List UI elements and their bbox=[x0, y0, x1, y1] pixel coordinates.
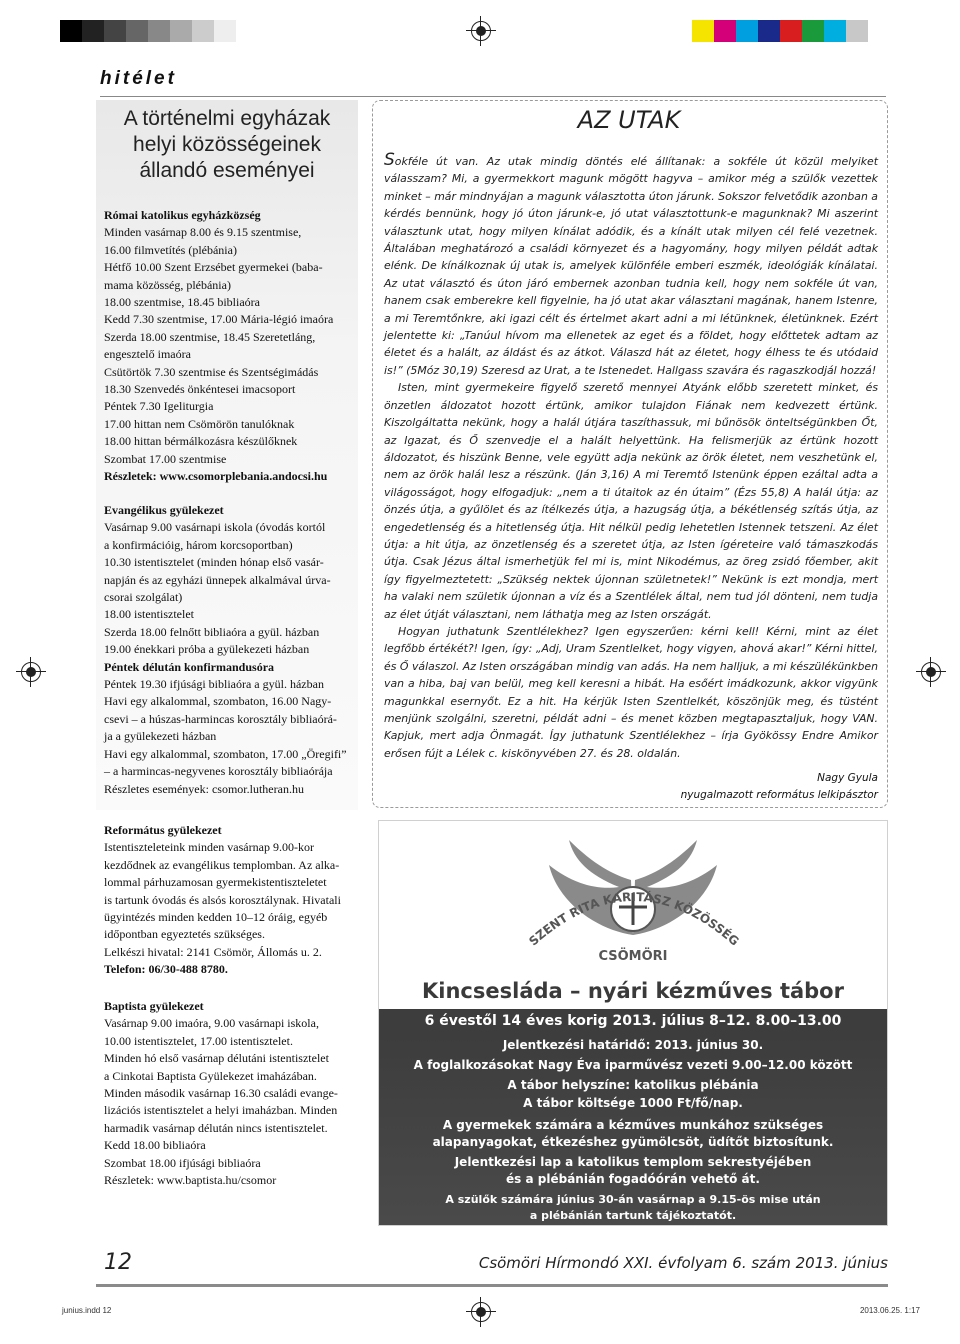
article-body bbox=[384, 152, 878, 762]
article-signature: Nagy Gyula nyugalmazott református lelkipásztor bbox=[680, 772, 878, 801]
left-column-title: A történelmi egyházak helyi közösségeinek állandó eseményei bbox=[123, 107, 331, 182]
reformed-schedule: Református gyülekezet Istentiszteleteink minden vasárnap 9.00-kor kezdődnek az evangélikus templomban. Az alka- lommal párhuzamosan gyermekistentiszteletet is tartunk óvodás és alsós korosztálynak. Hivatali ügyintézés minden kedden 10–12 óráig, egyéb időpontban egyeztetés szükséges. Lelkészi hivatal: 2141 Csömör, Állomás u. 2. Telefon: 06/30-488 8780. bbox=[104, 823, 341, 977]
article-paragraph: Isten, mint gyermekeire figyelő szerető mennyei Atyánk előbb szeretett minket, és önzetlen áldozatot hozott értünk, amikor tulajdon Fiának nem kedvezett értünk. Kiszolgáltatta nekünk, hogy a halál útjára taszíthassuk, mi bűnösök önteltségünkben Őt, az Igazat, és Ő szenvedje el a halált helyettünk. Ha felismerjük az értünk hozott áldozatot, és hiszünk Benne, vele együtt adja nekünk az örök életet, nem veszhetünk el, nem az örök halál lesz a részünk. (Ján 3,16) A mi Teremtő Istenünk éppen ezáltal adta a világosságot, hogy elfogadjuk: „nem a ti útaitok az én útaim” (Ézs 55,8) A halál útja: az önzés útja, a gyűlölet és az ítélkezés útja, a hazugság útja, a békétlenség szítás útja, az engedetlenség és a hitetlenség útja. Hit nélkül pedig lehetetlen Istennek tetszeni. Az élet útja: a hit útja, az önzetlenség és a szeretet útja, az Isten ígéreteire való támaszkodás útja. Csak Jézus által ismerhetjük fel mi is, mint Nikodémus, az öreg zsidó főember, akit így figyelmeztetett: „Szükség nektek újonnan születnetek!” Nekünk is ezt mondja, mert ha valaki nem születik újonnan a víz és a Szentlélek által, nem tud jól dönteni, nem tudja az élet útját választani, nem láthatja meg az Isten országát. bbox=[384, 381, 878, 621]
section-title: hitélet bbox=[100, 68, 177, 89]
article-paragraph: Hogyan juthatunk Szentlélekhez? Igen egyszerűen: kérni kell! Kérni, mint az élet legfőbb értékét?! Igen, így: „Adj, Uram Szentlelket, hogy vigyen, ahová akar!” Kérni hittel, és Ő válaszol. Az Isten országában mindig van adás. Ha nem halljuk, a mi készülékünkben van a hiba, baj van belül, meg kell keresni a hibát. Ha esőért imádkozunk, akkor vigyünk magunkkal esernyőt. Ez a hit. Ha kérjük Isten Szentlelkét, köszönjük meg, és tüstént menjünk szolgálni, szeretni, példát adni – és menet közben megtapasztaljuk, hogy VAN. Kapjuk, mert adja Önmagát. Így juthatunk Szentlélekhez – írja Gyökössy Endre Amikor erősen fújt a Lélek c. kiskönyvében 27. és 28. oldalán. bbox=[384, 624, 878, 760]
baptist-schedule: Baptista gyülekezet Vasárnap 9.00 imaóra, 9.00 vasárnapi iskola, 10.00 istentisztelet, 17.00 istentisztelet. Minden hó első vasárnap délutáni istentisztelet a Cinkotai Baptista Gyülekezet imaházában. Minden második vasárnap 16.30 családi evange- lizációs istentisztelet a helyi imaházban. Minden harmadik vasárnap délután nincs istentisztelet. Kedd 18.00 bibliaóra Szombat 18.00 ifjúsági bibliaóra Részletek: www.baptista.hu/csomor bbox=[104, 999, 338, 1188]
header-divider bbox=[100, 96, 886, 97]
article-paragraph: Sokféle út van. Az utak mindig döntés elé állítanak: a sokféle út közül melyiket válasszam? Mi, a gyermekkort magunk mögött hagyva – amikor még a szülők vezettek minket – már mindnyájan a magunk választotta úton járunk. Sokszor felvetődik azonban a kérdés bennünk, hogy jó úton járunk-e, jó utat választottunk-e magunknak? Mi aszerint választunk utat, hogy milyen kínálat adódik, és a kínált utak milyen cél felé vezetnek. Általában meghatározó a családi környezet és a hagyomány, hogy milyen példát adtak elénk. De kínálkoznak új utak is, amelyek különféle emberi eszmék, ideológiák kínálatai. Az utat választó és úton járó embernek azonban tudnia kell, hogy nem sokféle út van, hanem csak emberekre kell figyelnie, ha jó utat akar választani magának, hanem Istenre, a mi Teremtőnkre, aki igazi célt és értelmet akart adni a mi létünknek, életünknek. Ezért jelentette ki: „Tanúul hívom ma ellenetek az eget és a földet, hogy előttetek adtam az életet és a halált, az áldást és az átkot. Válaszd hát az életet, hogy élhess te és utódaid is!” (5Móz 30,19) Szeresd az Urat, a te Istenedet. Hallgass szavára és ragaszkodjál hozzá! bbox=[384, 150, 878, 377]
poster-logo-text: CSÖMÖRI bbox=[598, 949, 668, 964]
lutheran-schedule: Evangélikus gyülekezet Vasárnap 9.00 vasárnapi iskola (óvodás kortól a konfirmációig, három korcsoportban) 10.30 istentisztelet (minden hónap első vasár- napján és az egyházi ünnepek alkalmával úrva- csorai szolgálat) 18.00 istentisztelet Szerda 18.00 felnőtt bibliaóra a gyül. házban 19.00 énekkari próba a gyülekezeti házban Péntek délután konfirmandusóra Péntek 19.30 ifjúsági bibliaóra a gyül. házban Havi egy alkalommal, szombaton, 16.00 Nagy- csevi – a húszas-harmincas korosztály bibliaórá- ja a gyülekezeti házban Havi egy alkalommal, szombaton, 17.00 „Öregifi” – a harmincas-negyvenes korosztály bibliaórája Részletes események: csomor.lutheran.hu bbox=[104, 503, 347, 796]
page-number: 12 bbox=[104, 1250, 132, 1275]
slug-timestamp: 2013.06.25. 1:17 bbox=[859, 1306, 920, 1315]
poster-title: Kincsesláda – nyári kézműves tábor bbox=[422, 979, 844, 1003]
poster-line: A gyermekek számára a kézműves munkához szükséges bbox=[442, 1118, 824, 1132]
poster-line: Jelentkezési lap a katolikus templom sekrestyéjében bbox=[454, 1155, 812, 1169]
footer-divider bbox=[96, 1284, 888, 1287]
catholic-schedule: Római katolikus egyházközség Minden vasárnap 8.00 és 9.15 szentmise, 16.00 filmvetítés (plébánia) Hétfő 10.00 Szent Erzsébet gyermekei (baba- mama közösség, plébánia) 18.00 szentmise, 18.45 bibliaóra Kedd 7.30 szentmise, 17.00 Mária-légió imaóra Szerda 18.00 szentmise, 18.45 Szeretetláng, engesztelő imaóra Csütörtök 7.30 szentmise és Szentségimádás 18.30 Szenvedés önkéntesei imacsoport Péntek 7.30 Igeliturgia 17.00 hittan nem Csömörön tanulóknak 18.00 hittan bérmálkozásra készülőknek Szombat 17.00 szentmise Részletek: www.csomorplebania.andocsi.hu bbox=[104, 208, 334, 484]
publication-title: Csömöri Hírmondó XXI. évfolyam 6. szám 2013. június bbox=[478, 1254, 888, 1272]
poster-line: A foglalkozásokat Nagy Éva iparművész vezeti 9.00–12.00 között bbox=[413, 1058, 853, 1072]
camp-poster bbox=[378, 820, 888, 1226]
poster-line: alapanyagokat, étkezéshez gyümölcsöt, üdítőt biztosítunk. bbox=[432, 1135, 834, 1149]
poster-line: a plébánián tartunk tájékoztatót. bbox=[529, 1209, 737, 1222]
registration-mark-icon bbox=[471, 1302, 491, 1322]
poster-line: A szülők számára június 30-án vasárnap a 9.15-ös mise után bbox=[445, 1193, 821, 1206]
poster-line: A tábor helyszíne: katolikus plébánia bbox=[507, 1078, 759, 1092]
slug-filename: junius.indd 12 bbox=[62, 1306, 112, 1315]
poster-line: A tábor költsége 1000 Ft/fő/nap. bbox=[523, 1096, 743, 1110]
color-calibration-bar bbox=[60, 20, 258, 42]
registration-mark-icon bbox=[471, 21, 491, 41]
registration-mark-icon bbox=[921, 662, 941, 682]
svg-text:SZENT RITA KARITÁSZ KÖZÖSSÉG: SZENT RITA KARITÁSZ KÖZÖSSÉG bbox=[526, 889, 742, 949]
poster-line: és a plébánián fogadóórán vehető át. bbox=[506, 1172, 760, 1186]
article-title: AZ UTAK bbox=[577, 106, 681, 134]
color-swatch-bar bbox=[692, 20, 868, 42]
drop-cap: S bbox=[384, 150, 395, 170]
registration-mark-icon bbox=[21, 662, 41, 682]
poster-subtitle: 6 évestől 14 éves korig 2013. július 8–12. 8.00–13.00 bbox=[424, 1013, 842, 1029]
poster-deadline: Jelentkezési határidő: 2013. június 30. bbox=[502, 1038, 764, 1052]
